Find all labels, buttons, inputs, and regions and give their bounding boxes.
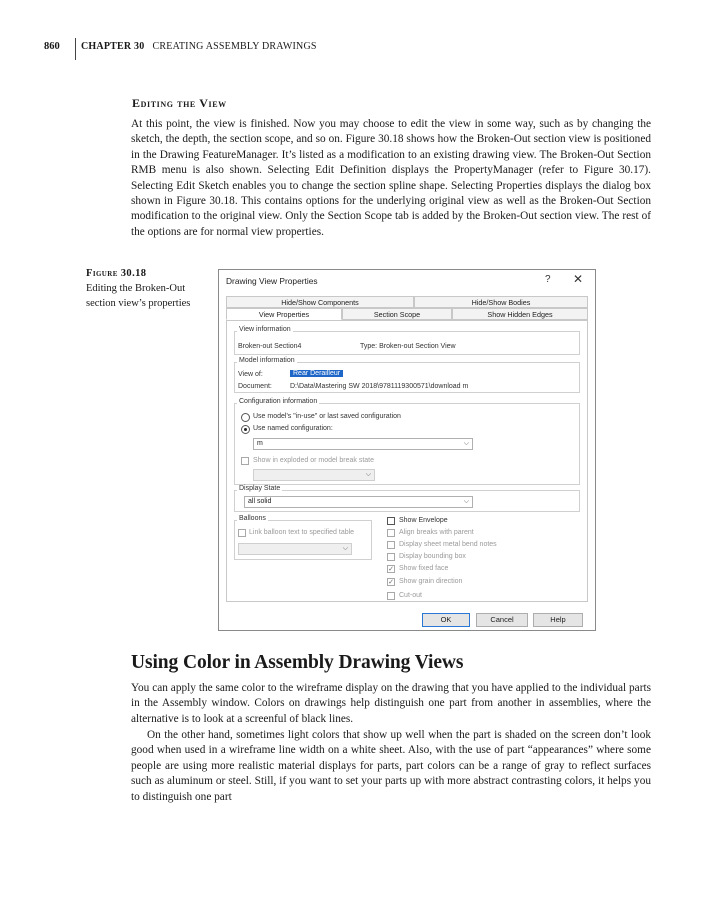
align-breaks-label: Align breaks with parent — [399, 529, 474, 536]
show-envelope-label: Show Envelope — [399, 517, 448, 524]
model-information-group — [234, 357, 580, 393]
section-heading-editing: Editing the View — [132, 96, 227, 110]
display-state-group — [234, 485, 580, 512]
tab-show-hidden-edges[interactable]: Show Hidden Edges — [452, 308, 588, 320]
paragraph-editing: At this point, the view is finished. Now you may choose to edit the view in some way, such as by changing the sketch, the depth, the section scope, and so on. Figure 30.18 shows how the Broken-Out section view is positioned in the Drawing FeatureManager. It’s listed as a modification to an existing drawing view. The Broken-Out Section RMB menu is also shown. Selecting Edit Definition displays the PropertyManager (refer to Figure 30.17). Selecting Edit Sketch enables you to change the section spline shape. Selecting Properties displays the dialog box shown in Figure 30.18. This contains options for the underlying original view as well as the Broken-Out Section modification to the original view. Only the Section Scope tab is added by the Broken-Out section view. The rest of the options are for normal view properties. — [131, 118, 651, 238]
chevron-down-icon: ⌵ — [463, 440, 469, 447]
named-configuration-value: m — [257, 440, 263, 447]
chevron-down-icon: ⌵ — [342, 545, 348, 552]
view-type: Type: Broken-out Section View — [360, 343, 456, 350]
figure-caption: Editing the Broken-Out section view’s properties — [86, 283, 191, 309]
display-state-value: all solid — [248, 498, 272, 505]
running-header — [81, 41, 317, 52]
named-configuration-label: Use named configuration: — [253, 425, 333, 432]
header-divider — [75, 38, 76, 60]
cancel-button[interactable]: Cancel — [476, 613, 528, 627]
figure-number: Figure 30.18 — [86, 268, 147, 279]
balloons-group — [234, 515, 372, 560]
balloon-table-select[interactable] — [238, 543, 352, 555]
ok-button[interactable]: OK — [422, 613, 470, 627]
fixed-face-label: Show fixed face — [399, 565, 449, 572]
tab-view-properties[interactable]: View Properties — [226, 308, 342, 320]
chapter-title: CREATING ASSEMBLY DRAWINGS — [152, 41, 317, 52]
tab-hide-show-components[interactable]: Hide/Show Components — [226, 296, 414, 308]
paragraph-color-2: On the other hand, sometimes light colors that show up well when the part is shaded on the screen don’t look good when used in a wireframe line width on a white sheet. Also, with the use of part “appearances” where some people are using more realistic material displays for parts, part colors can be a range of gray to reflect surfaces such as aluminum or steel. Still, if you want to set your parts up with more abstract contrasting colors, it helps you to distinguish one part — [131, 729, 651, 803]
dialog-title: Drawing View Properties — [226, 276, 318, 286]
document-path: D:\Data\Mastering SW 2018\9781119300571\download m — [290, 383, 469, 390]
show-envelope-checkbox[interactable] — [387, 517, 395, 525]
close-icon[interactable]: ✕ — [573, 272, 584, 286]
exploded-state-label: Show in exploded or model break state — [253, 457, 375, 464]
section-heading-color: Using Color in Assembly Drawing Views — [131, 652, 464, 673]
view-information-group — [234, 326, 580, 355]
tab-hide-show-bodies[interactable]: Hide/Show Bodies — [414, 296, 588, 308]
configuration-information-group — [234, 398, 580, 485]
view-information-label: View information — [239, 326, 291, 333]
help-icon[interactable]: ? — [545, 274, 551, 285]
view-of-label: View of: — [238, 371, 263, 378]
view-of-value[interactable]: Rear Derailleur — [290, 370, 343, 377]
page-number: 860 — [44, 41, 60, 52]
model-information-label: Model information — [239, 357, 295, 364]
tab-panel — [226, 320, 588, 602]
chevron-down-icon: ⌵ — [463, 498, 469, 505]
display-state-label: Display State — [239, 485, 281, 492]
cut-out-label: Cut-out — [399, 592, 422, 599]
view-name: Broken-out Section4 — [238, 343, 302, 350]
chevron-down-icon: ⌵ — [365, 471, 371, 478]
scroll-clip — [377, 590, 577, 602]
align-breaks-checkbox[interactable] — [387, 529, 395, 537]
bounding-box-checkbox[interactable] — [387, 553, 395, 561]
help-button[interactable]: Help — [533, 613, 583, 627]
balloons-label: Balloons — [239, 515, 266, 522]
drawing-view-properties-dialog — [218, 269, 596, 631]
link-balloon-label: Link balloon text to specified table — [249, 529, 355, 536]
sheet-metal-notes-label: Display sheet metal bend notes — [399, 541, 497, 548]
cut-out-checkbox[interactable] — [387, 592, 395, 600]
exploded-state-checkbox[interactable] — [241, 457, 249, 465]
chapter-label: CHAPTER 30 — [81, 41, 145, 52]
configuration-information-label: Configuration information — [239, 398, 318, 405]
sheet-metal-notes-checkbox[interactable] — [387, 541, 395, 549]
grain-direction-checkbox[interactable]: ✓ — [388, 579, 394, 586]
named-configuration-select[interactable] — [253, 438, 473, 450]
display-state-select[interactable] — [244, 496, 473, 508]
grain-direction-label: Show grain direction — [399, 578, 463, 585]
paragraph-color-1: You can apply the same color to the wireframe display on the drawing that you have applied to the individual parts in the Assembly window. Colors on drawings help distinguish one part from another in assemblies, where the alternative is to look at a screenful of black lines. — [131, 682, 651, 725]
in-use-configuration-label: Use model's "in-use" or last saved configuration — [253, 413, 401, 420]
bounding-box-label: Display bounding box — [399, 553, 466, 560]
document-label: Document: — [238, 383, 272, 390]
exploded-state-select[interactable] — [253, 469, 375, 481]
radio-named-configuration[interactable] — [241, 425, 250, 434]
fixed-face-checkbox[interactable]: ✓ — [388, 566, 394, 573]
tab-section-scope[interactable]: Section Scope — [342, 308, 452, 320]
link-balloon-checkbox[interactable] — [238, 529, 246, 537]
radio-in-use-configuration[interactable] — [241, 413, 250, 422]
